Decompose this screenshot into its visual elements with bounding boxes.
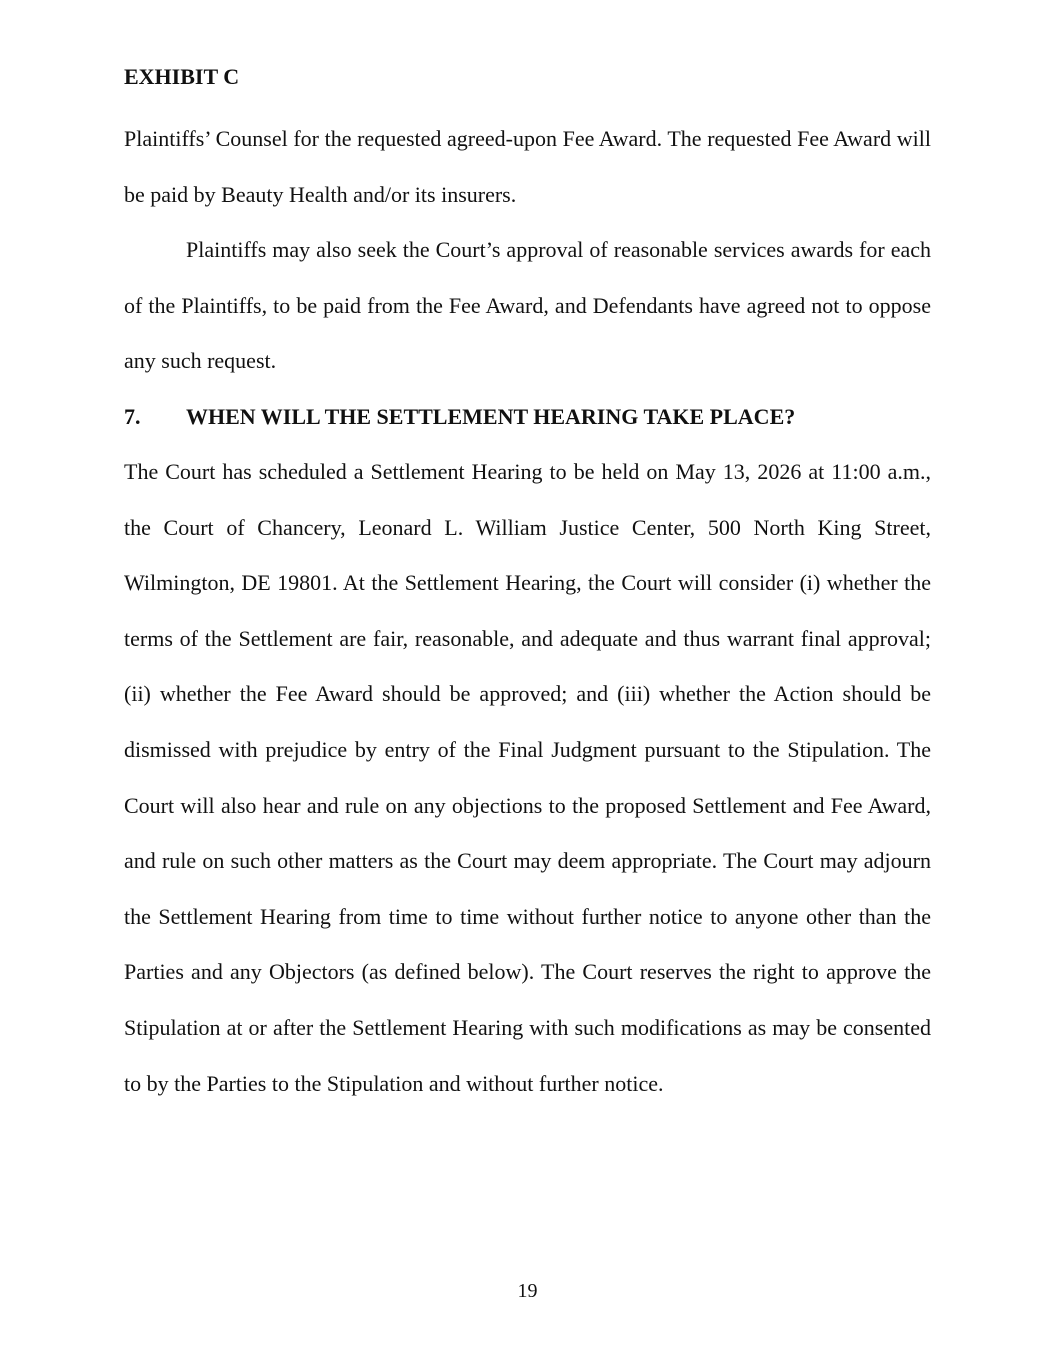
page-number: 19 — [517, 1280, 538, 1302]
paragraph-fee-award-payment: Plaintiffs’ Counsel for the requested agreed-upon Fee Award. The requested Fee Award will be paid by Beauty Health and/or its insurers. — [124, 126, 931, 207]
paragraph-settlement-hearing: The Court has scheduled a Settlement Hearing to be held on May 13, 2026 at 11:00 a.m., the Court of Chancery, Leonard L. William Justice Center, 500 North King Street, Wilmington, DE 19801. At the Settlement Hearing, the Court will consider (i) whether the terms of the Settlement are fair, reasonable, and adequate and thus warrant final approval; (ii) whether the Fee Award should be approved; and (iii) whether the Action should be dismissed with prejudice by entry of the Final Judgment pursuant to the Stipulation. The Court will also hear and rule on any objections to the proposed Settlement and Fee Award, and rule on such other matters as the Court may deem appropriate. The Court may adjourn the Settlement Hearing from time to time without further notice to anyone other than the Parties and any Objectors (as defined below). The Court reserves the right to approve the Stipulation at or after the Settlement Hearing with such modifications as may be consented to by the Parties to the Stipulation and without further notice. — [124, 459, 931, 1096]
section-heading — [124, 389, 931, 445]
section-number: 7. — [124, 404, 141, 429]
section-title: WHEN WILL THE SETTLEMENT HEARING TAKE PLACE? — [186, 404, 796, 429]
paragraph-service-awards: Plaintiffs may also seek the Court’s approval of reasonable services awards for each of the Plaintiffs, to be paid from the Fee Award, and Defendants have agreed not to oppose any such request. — [124, 237, 931, 374]
exhibit-label: EXHIBIT C — [124, 64, 240, 89]
